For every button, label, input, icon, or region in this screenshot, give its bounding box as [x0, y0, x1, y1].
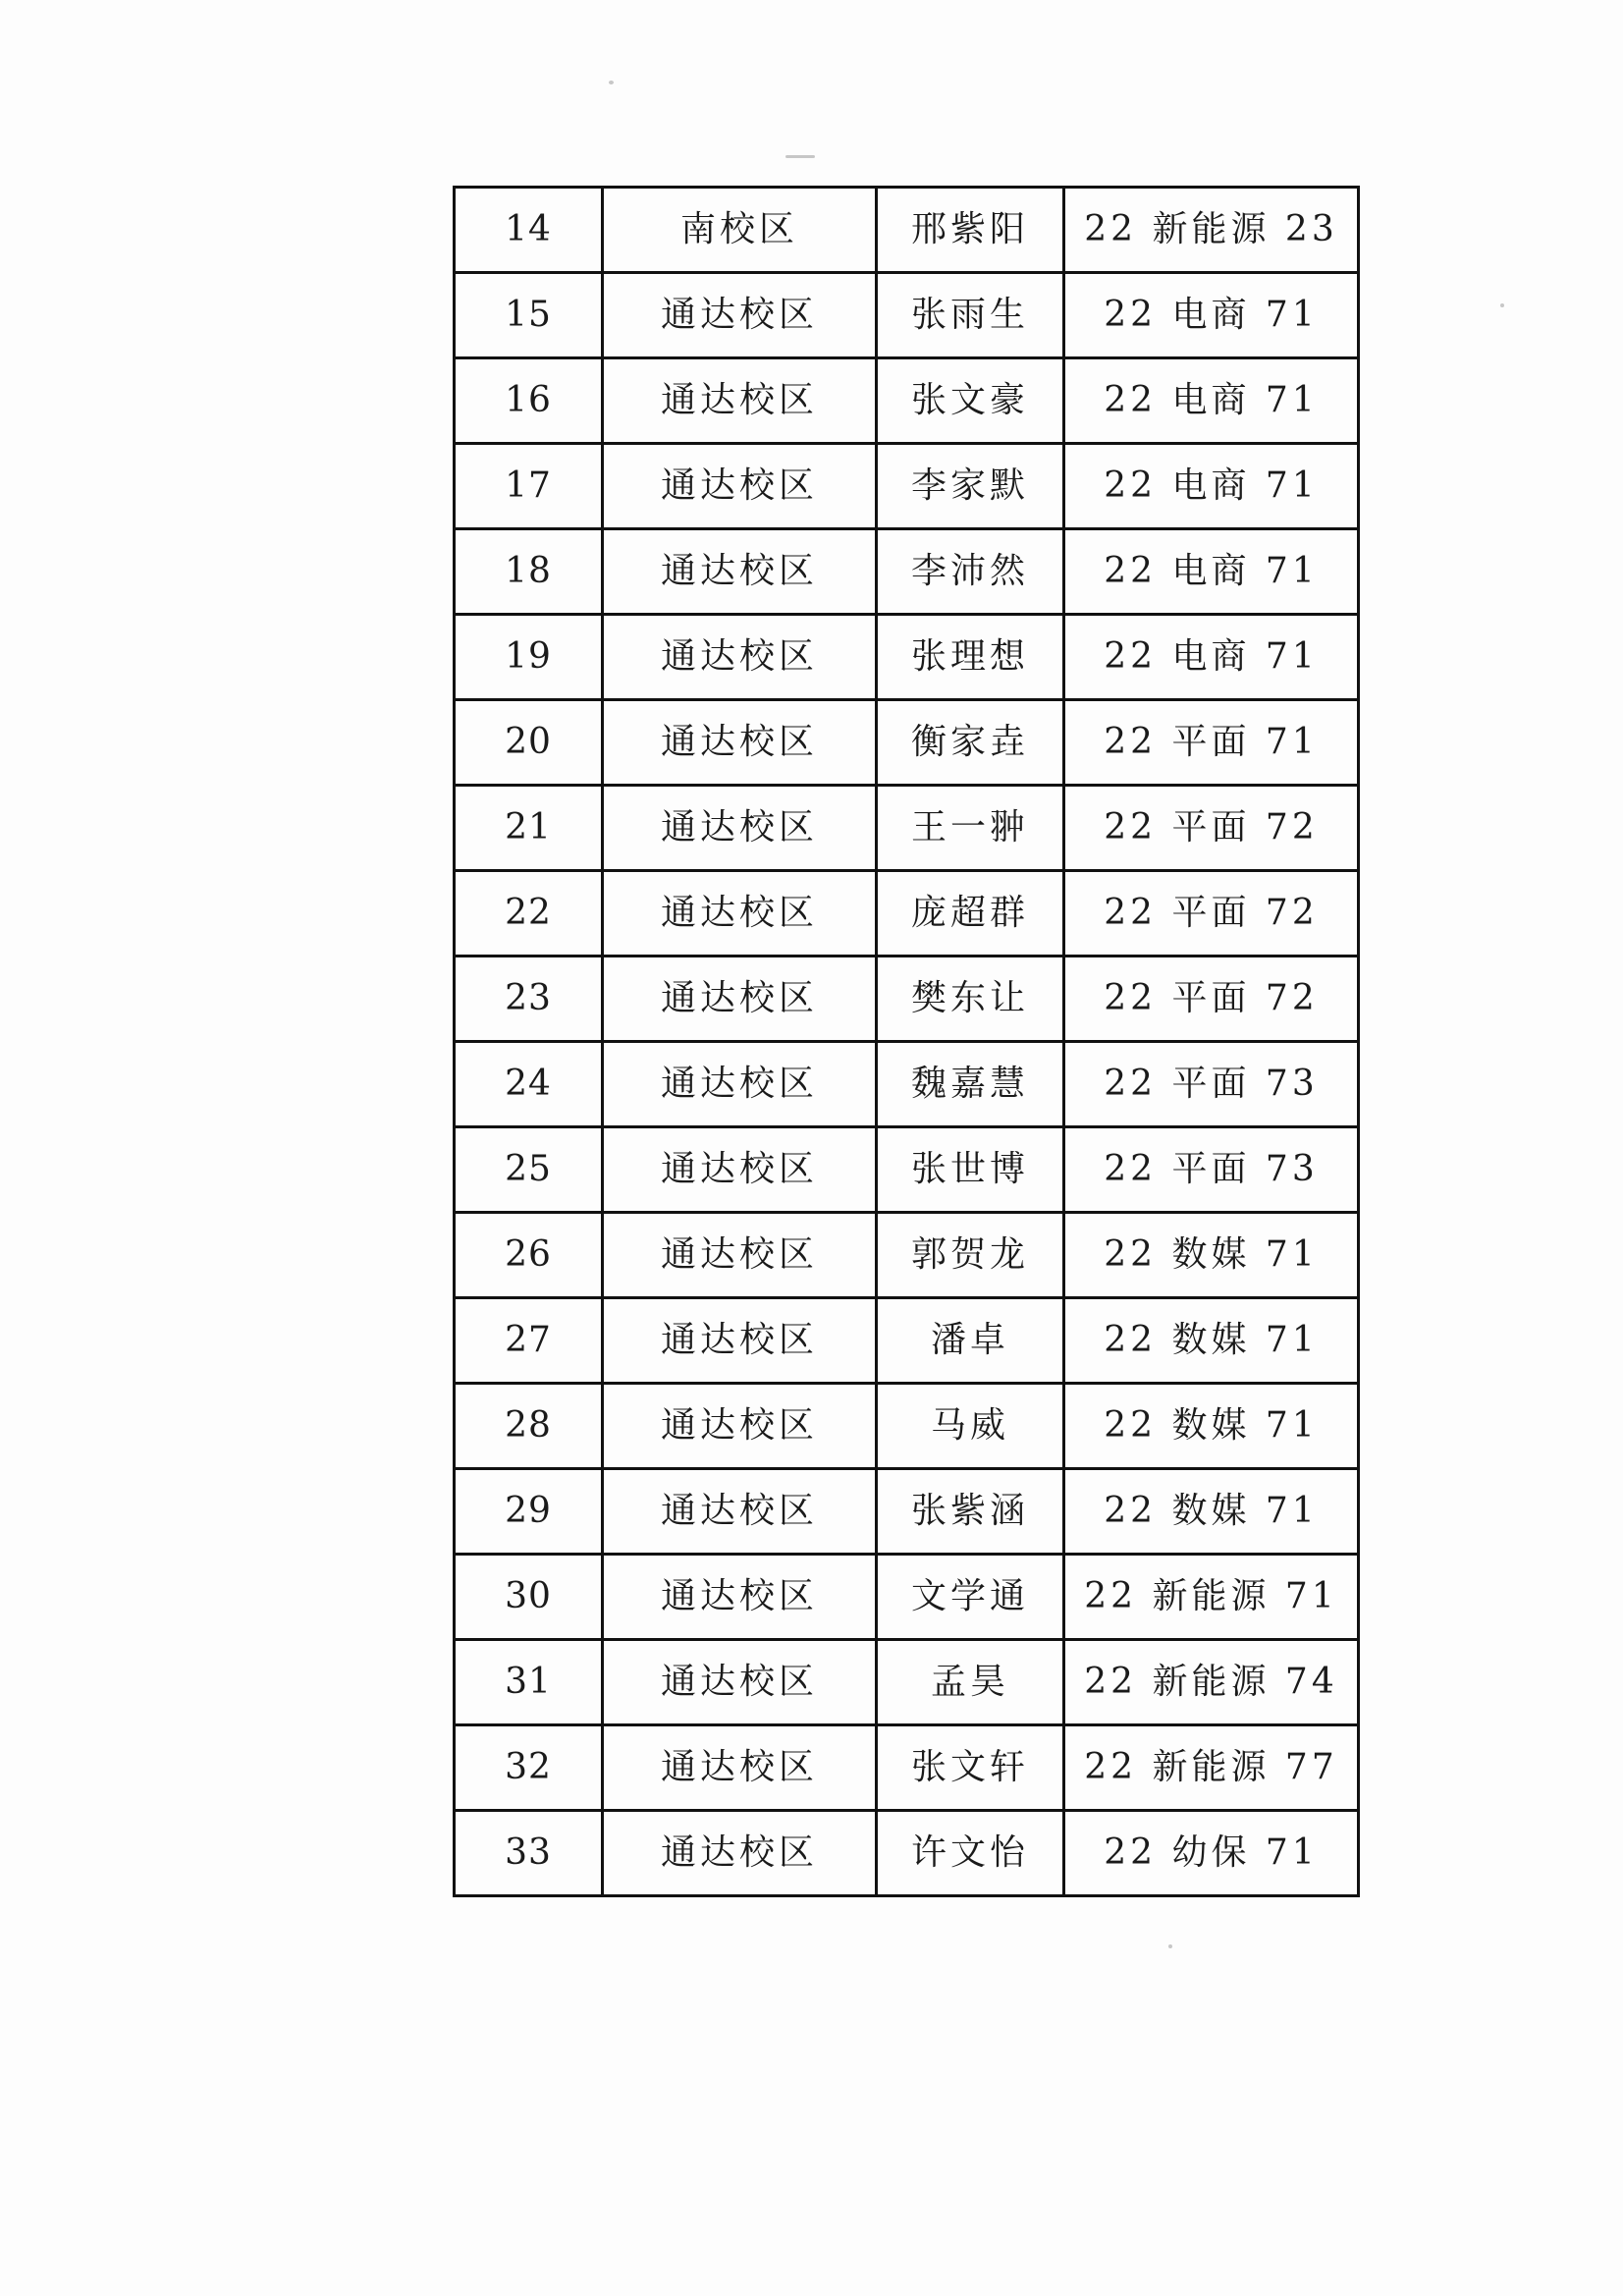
cell-campus: 通达校区 — [603, 871, 877, 957]
table-row — [455, 1127, 1359, 1213]
table-row — [455, 529, 1359, 615]
cell-number: 19 — [455, 615, 603, 700]
cell-campus: 通达校区 — [603, 1725, 877, 1811]
cell-campus: 通达校区 — [603, 1298, 877, 1384]
cell-student-name: 潘卓 — [877, 1298, 1064, 1384]
cell-campus: 通达校区 — [603, 957, 877, 1042]
cell-campus: 通达校区 — [603, 786, 877, 871]
cell-class: 22 电商 71 — [1064, 615, 1359, 700]
scan-speck — [1500, 303, 1504, 307]
cell-student-name: 马威 — [877, 1384, 1064, 1469]
cell-number: 15 — [455, 273, 603, 358]
cell-class: 22 电商 71 — [1064, 273, 1359, 358]
cell-number: 16 — [455, 358, 603, 444]
cell-number: 23 — [455, 957, 603, 1042]
cell-student-name: 张文豪 — [877, 358, 1064, 444]
cell-class: 22 平面 73 — [1064, 1127, 1359, 1213]
table-row — [455, 1811, 1359, 1896]
cell-student-name: 衡家垚 — [877, 700, 1064, 786]
table-row — [455, 1640, 1359, 1725]
cell-number: 29 — [455, 1469, 603, 1555]
cell-campus: 通达校区 — [603, 1213, 877, 1298]
cell-campus: 通达校区 — [603, 615, 877, 700]
table-row — [455, 1213, 1359, 1298]
cell-student-name: 张世博 — [877, 1127, 1064, 1213]
cell-student-name: 郭贺龙 — [877, 1213, 1064, 1298]
table-row — [455, 700, 1359, 786]
cell-number: 32 — [455, 1725, 603, 1811]
cell-number: 20 — [455, 700, 603, 786]
cell-student-name: 李家默 — [877, 444, 1064, 529]
cell-class: 22 平面 72 — [1064, 871, 1359, 957]
table-row — [455, 358, 1359, 444]
cell-campus: 通达校区 — [603, 700, 877, 786]
cell-class: 22 平面 72 — [1064, 957, 1359, 1042]
table-row — [455, 1469, 1359, 1555]
cell-number: 24 — [455, 1042, 603, 1127]
table-row — [455, 957, 1359, 1042]
cell-student-name: 魏嘉慧 — [877, 1042, 1064, 1127]
cell-class: 22 新能源 74 — [1064, 1640, 1359, 1725]
cell-class: 22 新能源 23 — [1064, 188, 1359, 273]
cell-class: 22 新能源 77 — [1064, 1725, 1359, 1811]
cell-campus: 通达校区 — [603, 1555, 877, 1640]
cell-number: 27 — [455, 1298, 603, 1384]
cell-student-name: 庞超群 — [877, 871, 1064, 957]
cell-student-name: 张理想 — [877, 615, 1064, 700]
cell-class: 22 平面 71 — [1064, 700, 1359, 786]
cell-student-name: 张文轩 — [877, 1725, 1064, 1811]
cell-class: 22 幼保 71 — [1064, 1811, 1359, 1896]
cell-class: 22 平面 72 — [1064, 786, 1359, 871]
cell-campus: 通达校区 — [603, 358, 877, 444]
cell-student-name: 许文怡 — [877, 1811, 1064, 1896]
table-row — [455, 1725, 1359, 1811]
cell-number: 18 — [455, 529, 603, 615]
table-row — [455, 786, 1359, 871]
cell-class: 22 数媒 71 — [1064, 1213, 1359, 1298]
cell-class: 22 数媒 71 — [1064, 1384, 1359, 1469]
roster-table-body — [455, 188, 1359, 1896]
cell-class: 22 平面 73 — [1064, 1042, 1359, 1127]
table-row — [455, 1384, 1359, 1469]
table-row — [455, 273, 1359, 358]
cell-campus: 通达校区 — [603, 1042, 877, 1127]
cell-campus: 通达校区 — [603, 1384, 877, 1469]
table-row — [455, 188, 1359, 273]
table-row — [455, 444, 1359, 529]
cell-number: 14 — [455, 188, 603, 273]
cell-number: 22 — [455, 871, 603, 957]
cell-student-name: 樊东让 — [877, 957, 1064, 1042]
cell-class: 22 数媒 71 — [1064, 1469, 1359, 1555]
cell-class: 22 新能源 71 — [1064, 1555, 1359, 1640]
table-row — [455, 1042, 1359, 1127]
cell-class: 22 电商 71 — [1064, 529, 1359, 615]
cell-campus: 通达校区 — [603, 529, 877, 615]
cell-number: 31 — [455, 1640, 603, 1725]
cell-campus: 通达校区 — [603, 1811, 877, 1896]
cell-class: 22 数媒 71 — [1064, 1298, 1359, 1384]
cell-number: 33 — [455, 1811, 603, 1896]
cell-number: 21 — [455, 786, 603, 871]
cell-campus: 通达校区 — [603, 273, 877, 358]
cell-student-name: 孟昊 — [877, 1640, 1064, 1725]
scan-speck — [785, 155, 815, 158]
cell-number: 28 — [455, 1384, 603, 1469]
table-row — [455, 1555, 1359, 1640]
cell-campus: 通达校区 — [603, 1469, 877, 1555]
cell-number: 25 — [455, 1127, 603, 1213]
cell-student-name: 邢紫阳 — [877, 188, 1064, 273]
cell-campus: 通达校区 — [603, 444, 877, 529]
table-row — [455, 871, 1359, 957]
cell-campus: 南校区 — [603, 188, 877, 273]
table-row — [455, 615, 1359, 700]
cell-number: 26 — [455, 1213, 603, 1298]
cell-student-name: 王一翀 — [877, 786, 1064, 871]
cell-class: 22 电商 71 — [1064, 444, 1359, 529]
cell-number: 17 — [455, 444, 603, 529]
cell-number: 30 — [455, 1555, 603, 1640]
scan-speck — [1168, 1944, 1172, 1948]
cell-student-name: 张雨生 — [877, 273, 1064, 358]
cell-class: 22 电商 71 — [1064, 358, 1359, 444]
cell-campus: 通达校区 — [603, 1127, 877, 1213]
cell-student-name: 李沛然 — [877, 529, 1064, 615]
cell-campus: 通达校区 — [603, 1640, 877, 1725]
cell-student-name: 张紫涵 — [877, 1469, 1064, 1555]
cell-student-name: 文学通 — [877, 1555, 1064, 1640]
student-roster-table — [453, 186, 1360, 1897]
scan-speck — [609, 81, 614, 84]
table-row — [455, 1298, 1359, 1384]
